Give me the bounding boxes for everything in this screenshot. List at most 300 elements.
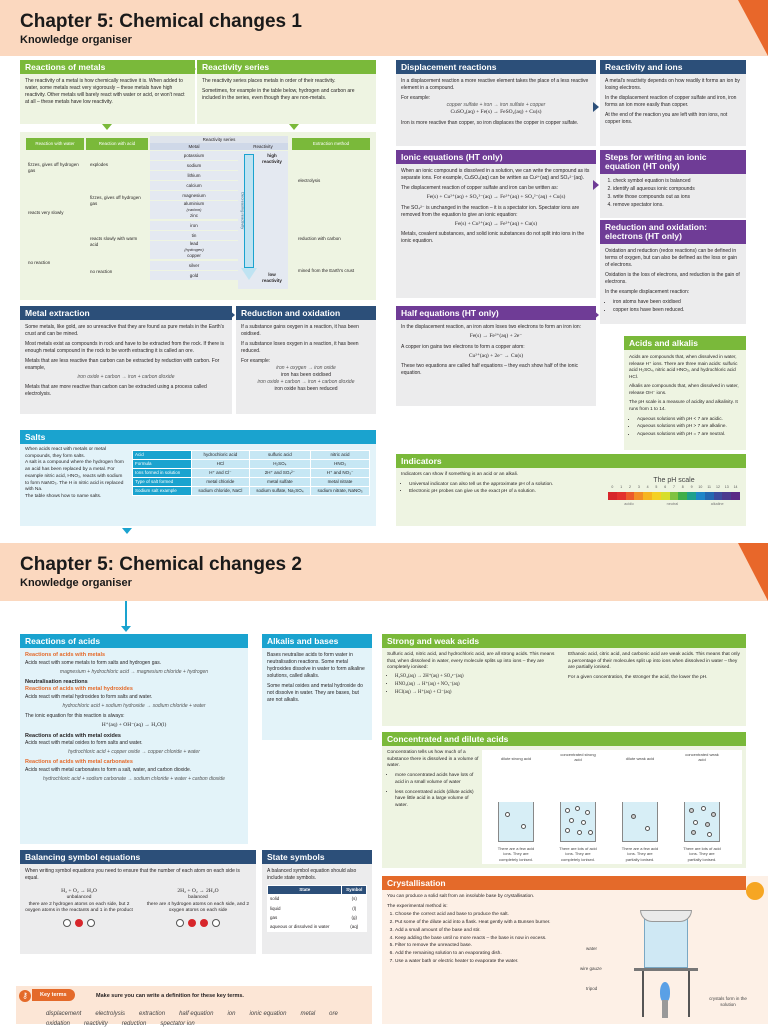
apparatus-label-water: water bbox=[586, 946, 598, 951]
salts-cell: sulfuric acid bbox=[249, 451, 310, 460]
ion-icon bbox=[645, 826, 650, 831]
chapter1-title: Chapter 5: Chemical changes 1 bbox=[20, 11, 302, 32]
beaker-note: There are lots of acid ions. They are partially ionised. bbox=[683, 845, 721, 862]
ion-icon bbox=[521, 824, 526, 829]
ph-number: 0 bbox=[611, 485, 614, 490]
tripod-icon bbox=[642, 971, 644, 1017]
displacement-p2: For example: bbox=[401, 95, 431, 101]
key-term: ionic equation bbox=[249, 1011, 287, 1017]
ph-color-segment bbox=[634, 492, 643, 500]
ph-color-segment bbox=[696, 492, 705, 500]
balancing-heading: Balancing symbol equations bbox=[20, 850, 256, 864]
crystallisation-heading: Crystallisation bbox=[382, 876, 746, 890]
list-item: • Aqueous solutions with pH > 7 are alkaline. bbox=[637, 423, 741, 430]
beaker-caption: dilute strong acid bbox=[500, 756, 532, 761]
salts-table-row bbox=[133, 487, 370, 496]
ph-scale-bar bbox=[608, 492, 740, 500]
ph-number: 6 bbox=[664, 485, 667, 490]
chapter1-corner bbox=[738, 0, 768, 56]
list-item: 1. check symbol equation is balanced bbox=[613, 178, 741, 185]
crystallisation-p1: You can produce a solid salt from an insoluble base by crystallisation. bbox=[387, 894, 535, 899]
table-header-water: Reaction with water bbox=[26, 138, 84, 150]
state-symbols-heading: State symbols bbox=[262, 850, 372, 864]
reactivity-ions-box bbox=[600, 60, 746, 146]
balancing-eq1c: there are 2 hydrogen atoms on each side, but 2 oxygen atoms in the reactants and 1 in the product bbox=[25, 901, 133, 914]
balancing-eq1b: unbalanced bbox=[66, 895, 92, 901]
table-cell: gas bbox=[268, 913, 342, 922]
reactivity-ions-p3: At the end of the reaction you are left with iron ions, not copper ions. bbox=[605, 112, 728, 125]
metal-cell: copper bbox=[150, 252, 238, 259]
beaker-icon bbox=[622, 802, 658, 842]
ion-icon bbox=[691, 830, 696, 835]
key-terms-label: Key terms bbox=[32, 989, 75, 1001]
redox-electrons-list bbox=[605, 299, 741, 314]
redox-electrons-p1: Oxidation and reduction (redox reactions) can be defined in terms of oxygen, but can also be defined as the loss or gain of electrons. bbox=[605, 248, 738, 268]
salts-cell: H⁺ and NO₃⁻ bbox=[311, 469, 370, 478]
ionic-equations-heading: Ionic equations (HT only) bbox=[396, 150, 596, 164]
ph-number: 12 bbox=[716, 485, 720, 490]
salts-cell: HCl bbox=[192, 460, 250, 469]
beaker-note: There are a few acid ions. They are completely ionised. bbox=[497, 845, 535, 862]
strong-weak-p3: For a given concentration, the stronger the acid, the lower the pH. bbox=[568, 675, 708, 681]
indicators-list bbox=[401, 482, 601, 496]
molecule-diagram-icon bbox=[25, 919, 133, 929]
reduction-oxidation-eq2b: iron oxide has been reduced bbox=[274, 386, 338, 392]
reduction-oxidation-p1: If a substance gains oxygen in a reaction, it has been oxidised. bbox=[241, 324, 359, 337]
half-equations-p3: These two equations are called half equations – they each show half of the ionic equation. bbox=[401, 363, 579, 377]
salts-cell: Formula bbox=[133, 460, 192, 469]
redox-electrons-heading: Reduction and oxidation: electrons (HT only) bbox=[600, 220, 746, 244]
state-symbols-table bbox=[267, 885, 367, 932]
list-item: 4. remove spectator ions. bbox=[613, 202, 741, 209]
ph-color-segment bbox=[617, 492, 626, 500]
ion-icon bbox=[631, 814, 636, 819]
salts-table-row bbox=[133, 451, 370, 460]
ph-number: 2 bbox=[629, 485, 631, 490]
displacement-p1: In a displacement reaction a more reactive element takes the place of a less reactive element in a compound. bbox=[401, 78, 589, 91]
ph-color-segment bbox=[643, 492, 652, 500]
alkalis-bases-p2: Some metal oxides and metal hydroxide do not dissolve in water. They are bases, but are not alkalis. bbox=[267, 683, 363, 703]
high-reactivity-label: high reactivity bbox=[262, 153, 282, 165]
decreasing-reactivity-label: Decreasing reactivity bbox=[240, 192, 246, 230]
low-reactivity-label: low reactivity bbox=[262, 272, 282, 284]
concentrated-p1: Concentration tells us how much of a substance there is dissolved in a volume of water. bbox=[387, 750, 479, 769]
acids-alkalis-p2: Alkalis are compounds that, when dissolved in water, release OH⁻ ions. bbox=[629, 383, 739, 395]
acids-alkalis-p1: Acids are compounds that, when dissolved in water, release H⁺ ions. There are three main acids: sulfuric acid H₂SO₄, nitric acid HNO₃, and hydrochloric acid HCl. bbox=[629, 354, 738, 379]
crystallisation-p2: The experimental method is: bbox=[387, 903, 448, 909]
ion-icon bbox=[505, 812, 510, 817]
balancing-eq2b: balanced bbox=[188, 895, 208, 901]
beaker-caption: concentrated strong acid bbox=[560, 752, 596, 763]
ph-number: 14 bbox=[733, 485, 738, 490]
arrow-right-icon bbox=[593, 310, 599, 320]
ph-color-segment bbox=[705, 492, 714, 500]
acid-fizz-text: fizzes, gives off hydrogen gas bbox=[90, 195, 141, 207]
half-equations-eq2: Cu²⁺(aq) + 2e⁻ → Cu(s) bbox=[468, 352, 524, 359]
ionic-equations-p3: The SO₄²⁻ is unchanged in the reaction – it is a spectator ion. Spectator ions are removed from the equation to give an ionic equation: bbox=[401, 204, 580, 218]
key-term: reduction bbox=[121, 1021, 147, 1028]
ph-number: 4 bbox=[646, 485, 649, 490]
metal-cell: iron bbox=[150, 221, 238, 230]
acids-alkalis-p3: The pH scale is a measure of acidity and alkalinity. It runs from 1 to 14. bbox=[629, 399, 738, 412]
balancing-eq2c: there are 4 hydrogen atoms on each side, and 2 oxygen atoms on each side bbox=[146, 901, 250, 914]
salts-cell: Ions formed in solution bbox=[133, 469, 192, 478]
reactions-acids-heading: Reactions of acids bbox=[20, 634, 248, 648]
reactivity-series-text1: The reactivity series places metals in order of their reactivity. bbox=[202, 78, 336, 84]
indicators-box bbox=[396, 454, 746, 526]
displacement-eq1: copper sulfate + iron → iron sulfate + copper bbox=[446, 102, 546, 108]
metal-cell: lithium bbox=[150, 171, 238, 180]
list-item: 2. Put some of the dilute acid into a flask. Heat gently with a Bunsen burner. bbox=[395, 920, 565, 927]
chapter2-corner bbox=[738, 543, 768, 601]
concentrated-list bbox=[387, 773, 479, 810]
list-item: 1. Choose the correct acid and base to produce the salt. bbox=[395, 912, 565, 919]
table-cell: (l) bbox=[342, 904, 367, 913]
arrow-down-icon bbox=[289, 124, 299, 130]
extraction-carbon-text: reduction with carbon bbox=[298, 236, 341, 241]
ph-number: 10 bbox=[698, 485, 703, 490]
table-row bbox=[268, 895, 367, 904]
metal-cell: gold bbox=[150, 271, 238, 280]
ion-icon bbox=[581, 820, 586, 825]
table-header-acid: Reaction with acid bbox=[86, 138, 148, 150]
reduction-oxidation-p3: For example: bbox=[241, 358, 271, 364]
salts-cell: metal sulfate bbox=[249, 478, 310, 487]
ph-number: 13 bbox=[724, 485, 729, 490]
list-item: • HCl(aq) → H⁺(aq) + Cl⁻(aq) bbox=[395, 690, 563, 697]
ph-number: 8 bbox=[681, 485, 684, 490]
steps-ionic-list bbox=[605, 178, 741, 209]
key-term: spectator ion bbox=[160, 1021, 195, 1028]
acids-alkalis-heading: Acids and alkalis bbox=[624, 336, 746, 350]
salts-p2: A salt is a compound where the hydrogen from an acid has been replaced by a metal. For example nitric acid, HNO₃, reacts with sodium to form NaNO₃. The H in nitric acid is replaced with Na. bbox=[25, 460, 124, 493]
metal-cell: silver bbox=[150, 261, 238, 270]
list-item: 6. Add the remaining solution to an evaporating dish. bbox=[395, 951, 565, 958]
water-slow-text: reacts very slowly bbox=[28, 210, 64, 215]
key-term: oxidation bbox=[46, 1021, 71, 1028]
ph-number: 1 bbox=[620, 485, 623, 490]
list-item: 2. identify all aqueous ionic compounds bbox=[613, 186, 741, 193]
reactions-acids-s1eq: magnesium + hydrochloric acid → magnesium chloride + hydrogen bbox=[59, 668, 209, 675]
half-equations-p2: A copper ion gains two electrons to form a copper atom: bbox=[401, 343, 525, 350]
list-item: • more concentrated acids have lots of acid in a small volume of water bbox=[395, 773, 479, 786]
metal-extraction-p4: Metals that are more reactive than carbon can be extracted using a process called electrolysis. bbox=[25, 384, 207, 397]
alkalis-bases-heading: Alkalis and bases bbox=[262, 634, 372, 648]
half-equations-eq1: Fe(s) → Fe²⁺(aq) + 2e⁻ bbox=[469, 333, 523, 339]
key-term: extraction bbox=[139, 1011, 166, 1017]
evaporating-dish-icon bbox=[640, 910, 692, 922]
salts-heading: Salts bbox=[20, 430, 376, 444]
table-cell: liquid bbox=[268, 904, 342, 913]
salts-box bbox=[20, 430, 376, 526]
list-item: 5. Filter to remove the unreacted base. bbox=[395, 943, 565, 950]
ion-icon bbox=[585, 810, 590, 815]
molecule-diagram-icon bbox=[144, 919, 252, 929]
ion-icon bbox=[693, 820, 698, 825]
bunsen-burner-icon bbox=[662, 1000, 668, 1018]
acid-explodes-text: explodes bbox=[90, 162, 109, 167]
table-header-reactivity: Reactivity bbox=[238, 143, 288, 150]
reactions-acids-s4: Reactions of acids with metal oxides bbox=[25, 732, 121, 739]
ion-icon bbox=[565, 808, 570, 813]
list-item: • H₂SO₄(aq) → 2H⁺(aq) + SO₄²⁻(aq) bbox=[395, 674, 563, 681]
list-item: • Aqueous solutions with pH < 7 are acidic. bbox=[637, 416, 741, 423]
displacement-box bbox=[396, 60, 596, 146]
chapter1-subtitle: Knowledge organiser bbox=[20, 34, 132, 46]
salts-cell: metal chloride bbox=[192, 478, 250, 487]
ph-label-neutral: neutral bbox=[666, 502, 679, 507]
reactions-acids-s4p: Acids react with metal oxides to form salts and water. bbox=[25, 740, 143, 747]
reduction-oxidation-eq1: iron + oxygen → iron oxide bbox=[276, 365, 336, 371]
ph-label-acidic: acidic bbox=[624, 502, 634, 507]
metal-extraction-heading: Metal extraction bbox=[20, 306, 232, 320]
ionic-equations-eq2: Fe(s) + Cu²⁺(aq) → Fe²⁺(aq) + Cu(s) bbox=[454, 220, 538, 227]
ph-number: 9 bbox=[690, 485, 693, 490]
arrow-right-icon bbox=[229, 310, 235, 320]
ph-color-segment bbox=[714, 492, 723, 500]
reactions-acids-s3p: Acids react with metal hydroxides to form salts and water. bbox=[25, 694, 153, 701]
ionic-equations-box bbox=[396, 150, 596, 298]
list-item: • copper ions have been reduced. bbox=[613, 307, 741, 314]
chapter2-subtitle: Knowledge organiser bbox=[20, 577, 132, 589]
water-fizz-text: fizzes, gives off hydrogen gas bbox=[28, 162, 79, 174]
balancing-p1: When writing symbol equations you need to ensure that the number of each atom on each side is equal. bbox=[25, 868, 240, 881]
ionic-equations-p2: The displacement reaction of copper sulfate and iron can be written as: bbox=[401, 185, 559, 191]
ph-color-segment bbox=[670, 492, 679, 500]
decreasing-arrow-head-icon bbox=[241, 268, 257, 280]
beaker-icon bbox=[560, 802, 596, 842]
metal-cell: potassium bbox=[150, 151, 238, 160]
strong-weak-box bbox=[382, 634, 746, 726]
salts-table bbox=[132, 450, 370, 496]
table-cell: (aq) bbox=[342, 923, 367, 932]
ph-color-segment bbox=[661, 492, 670, 500]
metal-cell: (hydrogen) bbox=[150, 247, 238, 252]
list-item: • HNO₃(aq) → H⁺(aq) + NO₃⁻(aq) bbox=[395, 682, 563, 689]
ion-icon bbox=[707, 832, 712, 837]
list-item: • Universal indicator can also tell us the approximate pH of a solution. bbox=[409, 482, 601, 489]
table-cell: (s) bbox=[342, 895, 367, 904]
salts-cell: hydrochloric acid bbox=[192, 451, 250, 460]
ph-color-segment bbox=[626, 492, 635, 500]
salts-cell: sodium chloride, NaCl bbox=[192, 487, 250, 496]
table-row bbox=[268, 904, 367, 913]
ionic-equations-eq1: Fe(s) + Cu²⁺(aq) + SO₄²⁻(aq) → Fe²⁺(aq) + SO₄²⁻(aq) + Cu(s) bbox=[426, 194, 566, 200]
key-term: metal bbox=[300, 1011, 316, 1017]
displacement-eq2: CuSO₄(aq) + Fe(s) → FeSO₄(aq) + Cu(s) bbox=[450, 109, 542, 115]
crystallisation-steps bbox=[387, 912, 565, 965]
ion-icon bbox=[565, 828, 570, 833]
salts-table-row bbox=[133, 469, 370, 478]
metal-extraction-p3: Metals that are less reactive than carbon can be extracted by reduction with carbon. For example, bbox=[25, 358, 220, 371]
acids-alkalis-list bbox=[629, 416, 741, 438]
key-term: electrolysis bbox=[95, 1011, 126, 1017]
strong-weak-p2: Ethanoic acid, citric acid, and carbonic acid are weak acids. This means that only a percentage of their molecules split up into ions when dissolved in water – they are partially ionised. bbox=[568, 652, 740, 671]
connector-line bbox=[125, 601, 127, 627]
reactions-acids-s1p: Acids react with some metals to form salts and hydrogen gas. bbox=[25, 659, 162, 666]
reactions-acids-s5eq: hydrochloric acid + sodium carbonate → sodium chloride + water + carbon dioxide bbox=[43, 776, 225, 783]
reactions-acids-s5p: Acids react with metal carbonates to form a salt, water, and carbon dioxide. bbox=[25, 767, 192, 774]
table-header: State bbox=[268, 886, 342, 895]
reactivity-series-heading: Reactivity series bbox=[197, 60, 376, 74]
reactions-acids-s4eq: hydrochloric acid + copper oxide → copper chloride + water bbox=[68, 749, 200, 756]
list-item: • less concentrated acids (dilute acids) have little acid in a large volume of water. bbox=[395, 790, 479, 810]
displacement-p3: Iron is more reactive than copper, so iron displaces the copper in copper sulfate. bbox=[401, 119, 579, 126]
reactions-acids-s2: Neutralisation reactions bbox=[25, 678, 88, 685]
reactions-acids-s5: Reactions of acids with metal carbonates bbox=[25, 759, 133, 766]
balancing-box bbox=[20, 850, 256, 954]
balancing-eq2: 2H₂ + O₂ → 2H₂O bbox=[177, 888, 219, 894]
balancing-eq1: H₂ + O₂ → H₂O bbox=[61, 888, 97, 894]
metal-cell: aluminium bbox=[150, 201, 238, 207]
salts-p1: When acids react with metals or metal compounds, they form salts. bbox=[25, 447, 107, 459]
table-header-metal: Metal bbox=[150, 143, 238, 150]
list-item: 7. Use a water bath or electric heater to evaporate the water. bbox=[395, 959, 565, 966]
salts-cell: H⁺ and Cl⁻ bbox=[192, 469, 250, 478]
salts-cell: sodium nitrate, NaNO₃ bbox=[311, 487, 370, 496]
beaker-note: There are lots of acid ions. They are completely ionised. bbox=[559, 845, 597, 862]
half-equations-box bbox=[396, 306, 596, 406]
ph-color-segment bbox=[678, 492, 687, 500]
ph-color-segment bbox=[687, 492, 696, 500]
ph-number: 11 bbox=[707, 485, 711, 490]
arrow-down-icon bbox=[121, 626, 131, 632]
ph-label-alkaline: alkaline bbox=[710, 502, 724, 507]
reduction-oxidation-box bbox=[236, 306, 376, 414]
reactions-acids-s3eq: hydrochloric acid + sodium hydroxide → sodium chloride + water bbox=[62, 703, 206, 710]
alkalis-bases-p1: Bases neutralise acids to form water in neutralisation reactions. Some metal hydroxides dissolve in water to form alkaline solutions, called alkalis. bbox=[267, 652, 365, 679]
ion-icon bbox=[569, 818, 574, 823]
reduction-oxidation-eq1b: iron has been oxidised bbox=[280, 372, 332, 378]
ionic-equations-p1: When an ionic compound is dissolved in a solution, we can write the compound as its separate ions. For example, CuSO₄(aq) can be written as Cu²⁺(aq) and SO₄²⁻(aq). bbox=[401, 168, 590, 181]
reactions-acids-s3p2: The ionic equation for this reaction is always: bbox=[25, 713, 125, 720]
crystallisation-box bbox=[382, 876, 768, 1024]
bunsen-flame-icon bbox=[660, 982, 670, 1002]
salts-cell: metal nitrate bbox=[311, 478, 370, 487]
strong-weak-p1: Sulfuric acid, nitric acid, and hydrochloric acid, are all strong acids. This means that, when dissolved in water, every molecule splits up into ions – they are completely ionised: bbox=[387, 652, 555, 671]
metal-extraction-box bbox=[20, 306, 232, 414]
salts-table-row bbox=[133, 478, 370, 487]
indicators-p1: Indicators can show if something is an acid or an alkali. bbox=[401, 472, 519, 477]
table-row bbox=[268, 923, 367, 932]
reactions-of-metals-text: The reactivity of a metal is how chemically reactive it is. When added to water, some metals react very vigorously – these metals have high reactivity. Other metals will barely react with water or acid, or won't react at all – these metals have low reactivity. bbox=[25, 78, 185, 105]
beaker-panel bbox=[482, 750, 742, 864]
metal-cell: calcium bbox=[150, 181, 238, 190]
metal-cell: tin bbox=[150, 231, 238, 240]
beaker-icon bbox=[498, 802, 534, 842]
reactivity-ions-heading: Reactivity and ions bbox=[600, 60, 746, 74]
reactions-acids-box bbox=[20, 634, 248, 844]
key-terms-instruction: Make sure you can write a definition for these key terms. bbox=[96, 993, 244, 999]
list-item: • Electronic pH probes can give us the exact pH of a solution. bbox=[409, 489, 601, 496]
alkalis-bases-box bbox=[262, 634, 372, 740]
reduction-oxidation-eq2: iron oxide + carbon → iron + carbon dioxide bbox=[257, 379, 355, 385]
ph-color-segment bbox=[652, 492, 661, 500]
beaker-caption: concentrated weak acid bbox=[685, 752, 719, 763]
table-cell: (g) bbox=[342, 913, 367, 922]
list-item: 3. Add a small amount of the base and stir. bbox=[395, 928, 565, 935]
ion-icon bbox=[588, 830, 593, 835]
key-terms-box bbox=[16, 986, 372, 1028]
ion-icon bbox=[705, 822, 710, 827]
apparatus-label-tripod: tripod bbox=[586, 986, 598, 991]
key-terms-list bbox=[16, 1008, 372, 1030]
arrow-right-icon bbox=[593, 180, 599, 190]
salts-cell: sodium sulfate, Na₂SO₄ bbox=[249, 487, 310, 496]
metal-extraction-p1: Some metals, like gold, are so unreactive that they are found as pure metals in the Earth's crust and can be mined. bbox=[25, 324, 225, 337]
table-header: Symbol bbox=[342, 886, 367, 895]
list-item: • Aqueous solutions with pH = 7 are neutral. bbox=[637, 431, 741, 438]
half-equations-p1: In the displacement reaction, an iron atom loses two electrons to form an iron ion: bbox=[401, 324, 582, 330]
list-item: 4. Keep adding the base until no more reacts – the base is now in excess. bbox=[395, 936, 565, 943]
salts-cell: H₂SO₄ bbox=[249, 460, 310, 469]
salts-cell: HNO₃ bbox=[311, 460, 370, 469]
table-cell: aqueous or dissolved in water bbox=[268, 923, 342, 932]
redox-electrons-box bbox=[600, 220, 746, 324]
chapter2-title: Chapter 5: Chemical changes 2 bbox=[20, 554, 302, 575]
ph-scale bbox=[608, 476, 740, 507]
ionic-equations-p4: Metals, covalent substances, and solid ionic substances do not split into ions in the ionic equation. bbox=[401, 231, 585, 245]
ion-icon bbox=[689, 808, 694, 813]
ph-scale-title: The pH scale bbox=[653, 477, 695, 484]
arrow-right-icon bbox=[593, 102, 599, 112]
ion-icon bbox=[701, 806, 706, 811]
reactivity-table-box bbox=[20, 132, 376, 300]
arrow-down-icon bbox=[122, 528, 132, 534]
apparatus-label-crystals: crystals form in the solution bbox=[709, 996, 747, 1008]
reactivity-ions-p2: In the displacement reaction of copper sulfate and iron, iron forms an ion more easily than copper. bbox=[605, 95, 737, 108]
reactions-acids-s3eq2: H⁺(aq) + OH⁻(aq) → H₂O(l) bbox=[101, 722, 167, 729]
reactions-of-metals-box bbox=[20, 60, 195, 124]
key-term: half equation bbox=[179, 1011, 214, 1017]
ph-color-segment bbox=[608, 492, 617, 500]
steps-ionic-box bbox=[600, 150, 746, 218]
reactivity-series-text2: Sometimes, for example in the table below, hydrogen and carbon are included in the series, even though they are non-metals. bbox=[202, 88, 355, 101]
reduction-oxidation-heading: Reduction and oxidation bbox=[236, 306, 376, 320]
water-none-text: no reaction bbox=[28, 260, 51, 265]
arrow-right-icon bbox=[190, 64, 196, 74]
redox-electrons-p3: In the example displacement reaction: bbox=[605, 289, 690, 295]
list-item: • iron atoms have been oxidised bbox=[613, 299, 741, 306]
steps-ionic-heading: Steps for writing an ionic equation (HT only) bbox=[600, 150, 746, 174]
tripod-icon bbox=[688, 971, 690, 1017]
beaker-note: There are a few acid ions. They are partially ionised. bbox=[621, 845, 659, 862]
salts-cell: Type of salt formed bbox=[133, 478, 192, 487]
concentrated-box bbox=[382, 732, 746, 868]
metal-extraction-eq: iron oxide + carbon → iron + carbon dioxide bbox=[77, 374, 175, 380]
half-equations-heading: Half equations (HT only) bbox=[396, 306, 596, 320]
ion-icon bbox=[577, 830, 582, 835]
salts-cell: Acid bbox=[133, 451, 192, 460]
strong-weak-heading: Strong and weak acids bbox=[382, 634, 746, 648]
metal-extraction-p2: Most metals exist as compounds in rock and have to be extracted from the rock. If there is enough metal compound in the rock to be worth extracting it is called an ore. bbox=[25, 341, 224, 354]
table-row bbox=[268, 886, 367, 895]
key-term: displacement bbox=[46, 1011, 82, 1017]
salts-p3: The table shows how to name salts. bbox=[25, 493, 102, 499]
strong-weak-eqs bbox=[387, 674, 563, 696]
concentrated-heading: Concentrated and dilute acids bbox=[382, 732, 746, 746]
key-term: ion bbox=[227, 1011, 236, 1017]
reactions-acids-s1: Reactions of acids with metals bbox=[25, 652, 106, 658]
salts-cell: 2H⁺ and SO₄²⁻ bbox=[249, 469, 310, 478]
key-term: reactivity bbox=[84, 1021, 108, 1028]
extraction-electrolysis-text: electrolysis bbox=[298, 178, 321, 183]
ph-color-segment bbox=[722, 492, 731, 500]
metal-cell: magnesium bbox=[150, 191, 238, 200]
salts-cell: Sodium salt example bbox=[133, 487, 192, 496]
arrow-down-icon bbox=[102, 124, 112, 130]
state-symbols-p1: A balanced symbol equation should also include state symbols. bbox=[267, 868, 357, 881]
